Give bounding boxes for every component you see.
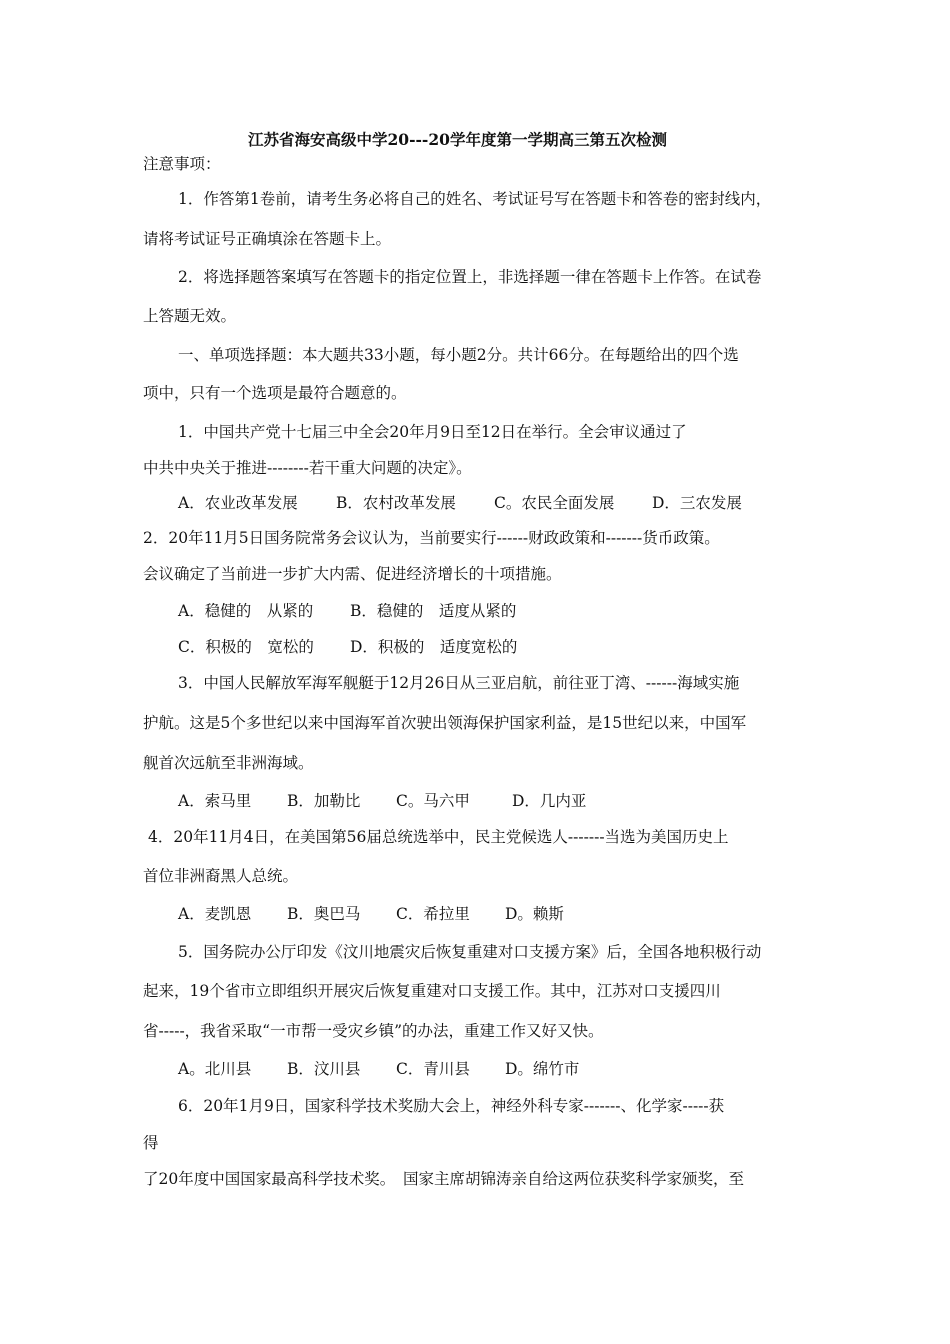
question-5-option-c: C．青川县 xyxy=(396,1060,470,1078)
question-1-option-d: D．三农发展 xyxy=(652,494,742,512)
question-4-line-1: 4．20年11月4日，在美国第56届总统选举中，民主党候选人-------当选为美国历史上 xyxy=(148,828,729,846)
question-3-option-c: C。马六甲 xyxy=(396,792,470,810)
question-3-line-1: 3．中国人民解放军海军舰艇于12月26日从三亚启航，前往亚丁湾、------海域实施 xyxy=(178,674,740,692)
question-2-line-1: 2．20年11月5日国务院常务会议认为，当前要实行------财政政策和-------货币政策。 xyxy=(143,529,720,547)
question-3-line-2: 护航。这是5个多世纪以来中国海军首次驶出领海保护国家利益，是15世纪以来，中国军 xyxy=(143,714,747,732)
question-3-option-a: A．索马里 xyxy=(178,792,252,810)
question-5-option-b: B．汶川县 xyxy=(287,1060,361,1078)
question-5-line-3: 省-----，我省采取“一市帮一受灾乡镇”的办法，重建工作又好又快。 xyxy=(143,1022,604,1040)
question-1-option-a: A．农业改革发展 xyxy=(178,494,298,512)
page-title: 江苏省海安高级中学20---20学年度第一学期高三第五次检测 xyxy=(248,130,667,149)
question-1-option-c: C。农民全面发展 xyxy=(494,494,615,512)
question-5-line-2: 起来，19个省市立即组织开展灾后恢复重建对口支援工作。其中，江苏对口支援四川 xyxy=(143,982,721,1000)
question-2-option-c: C．积极的 宽松的 xyxy=(178,638,314,656)
question-2-option-b: B．稳健的 适度从紧的 xyxy=(350,602,517,620)
question-5-option-d: D。绵竹市 xyxy=(505,1060,580,1078)
notice-item-2-line-2: 上答题无效。 xyxy=(143,307,237,325)
question-1-line-2: 中共中央关于推进--------若干重大问题的决定》。 xyxy=(143,459,472,477)
question-3-option-d: D．几内亚 xyxy=(512,792,587,810)
notice-heading: 注意事项： xyxy=(143,155,221,173)
question-4-option-b: B．奥巴马 xyxy=(287,905,361,923)
question-5-line-1: 5．国务院办公厅印发《汶川地震灾后恢复重建对口支援方案》后，全国各地积极行动 xyxy=(178,943,762,961)
question-6-line-1: 6．20年1月9日，国家科学技术奖励大会上，神经外科专家-------、化学家-----获 xyxy=(178,1097,725,1115)
question-6-line-2: 得 xyxy=(143,1134,159,1152)
question-6-line-3: 了20年度中国国家最高科学技术奖。 国家主席胡锦涛亲自给这两位获奖科学家颁奖，至 xyxy=(143,1170,744,1188)
question-3-option-b: B．加勒比 xyxy=(287,792,361,810)
notice-item-2-line-1: 2．将选择题答案填写在答题卡的指定位置上，非选择题一律在答题卡上作答。在试卷 xyxy=(178,268,762,286)
question-2-option-a: A．稳健的 从紧的 xyxy=(178,602,314,620)
notice-item-1-line-2: 请将考试证号正确填涂在答题卡上。 xyxy=(143,230,392,248)
question-4-line-2: 首位非洲裔黑人总统。 xyxy=(143,867,299,885)
question-4-option-d: D。赖斯 xyxy=(505,905,564,923)
question-1-line-1: 1．中国共产党十七届三中全会20年月9日至12日在举行。全会审议通过了 xyxy=(178,423,687,441)
question-3-line-3: 舰首次远航至非洲海域。 xyxy=(143,754,314,772)
section-intro-line-2: 项中，只有一个选项是最符合题意的。 xyxy=(143,384,407,402)
question-5-option-a: A。北川县 xyxy=(178,1060,252,1078)
section-intro-line-1: 一、单项选择题：本大题共33小题，每小题2分。共计66分。在每题给出的四个选 xyxy=(178,346,739,364)
notice-item-1-line-1: 1．作答第1卷前，请考生务必将自己的姓名、考试证号写在答题卡和答卷的密封线内， xyxy=(178,190,772,208)
question-1-option-b: B．农村改革发展 xyxy=(336,494,456,512)
question-2-option-d: D．积极的 适度宽松的 xyxy=(350,638,518,656)
question-4-option-c: C．希拉里 xyxy=(396,905,470,923)
question-4-option-a: A．麦凯恩 xyxy=(178,905,252,923)
question-2-line-2: 会议确定了当前进一步扩大内需、促进经济增长的十项措施。 xyxy=(143,565,562,583)
